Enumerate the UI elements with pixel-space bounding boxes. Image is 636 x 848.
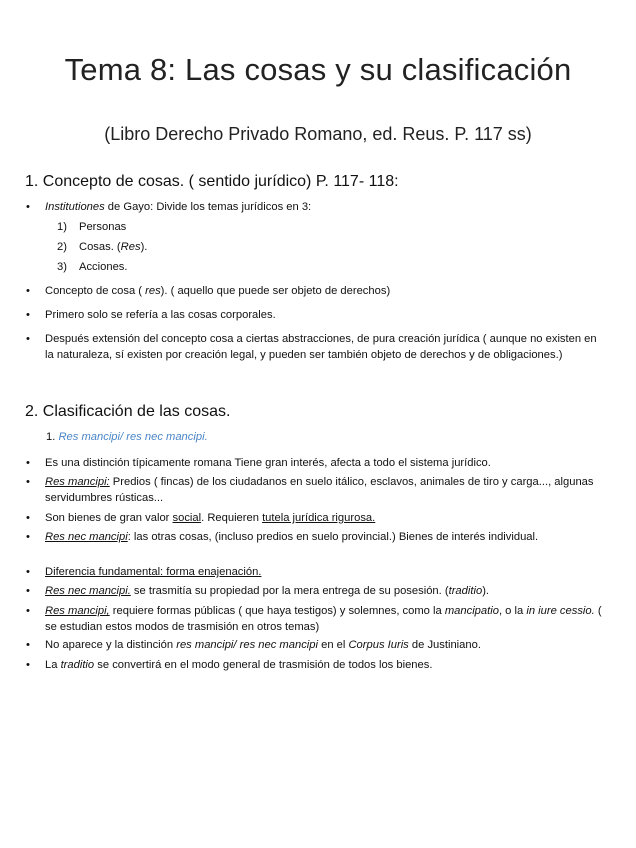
list-item-cosas: 2) Cosas. (Res). [57, 241, 148, 253]
bullet-traditio: • Res nec mancipi. se trasmitía su propiedad por la mera entrega de su posesión. (traditio). [26, 584, 606, 600]
bullet-extension-concepto: • Después extensión del concepto cosa a ciertas abstracciones, de pura creación jurídica ( aunque no existen en la naturaleza, sí existen por creación legal, y pueden ser también objeto de derechos y de obligaciones.) [26, 332, 606, 363]
bullet-diferencia-fundamental: • Diferencia fundamental: forma enajenación. [26, 565, 606, 581]
subheading-res-mancipi: 1. Res mancipi/ res nec mancipi. [46, 431, 208, 443]
bullet-distincion-romana: • Es una distinción típicamente romana Tiene gran interés, afecta a todo el sistema jurídico. [26, 456, 606, 472]
bullet-res-nec-mancipi-def: • Res nec mancipi: las otras cosas, (incluso predios en suelo provincial.) Bienes de interés individual. [26, 530, 606, 546]
section-1-heading: 1. Concepto de cosas. ( sentido jurídico) P. 117- 118: [25, 173, 399, 190]
bullet-concepto-cosa: • Concepto de cosa ( res). ( aquello que puede ser objeto de derechos) [26, 284, 606, 300]
list-item-acciones: 3) Acciones. [57, 261, 128, 273]
bullet-cosas-corporales: • Primero solo se refería a las cosas corporales. [26, 308, 606, 324]
bullet-bienes-valor: • Son bienes de gran valor social. Requieren tutela jurídica rigurosa. [26, 511, 606, 527]
bullet-formas-publicas: • Res mancipi, requiere formas públicas ( que haya testigos) y solemnes, como la mancipatio, o la in iure cessio. ( se estudian estos modos de trasmisión en otros temas) [26, 604, 606, 635]
bullet-res-mancipi-def: • Res mancipi: Predios ( fincas) de los ciudadanos en suelo itálico, esclavos, animales de tiro y carga..., algunas servidumbres rústicas... [26, 475, 606, 506]
section-2-heading: 2. Clasificación de las cosas. [25, 403, 231, 420]
bullet-corpus-iuris: • No aparece y la distinción res mancipi/ res nec mancipi en el Corpus Iuris de Justiniano. [26, 638, 606, 654]
page-subtitle: (Libro Derecho Privado Romano, ed. Reus. P. 117 ss) [104, 124, 532, 144]
bullet-traditio-general: • La traditio se convertirá en el modo general de trasmisión de todos los bienes. [26, 658, 606, 674]
bullet-institutiones: • Institutiones de Gayo: Divide los temas jurídicos en 3: [26, 200, 606, 216]
list-item-personas: 1) Personas [57, 221, 127, 233]
page-title: Tema 8: Las cosas y su clasificación [64, 52, 572, 87]
